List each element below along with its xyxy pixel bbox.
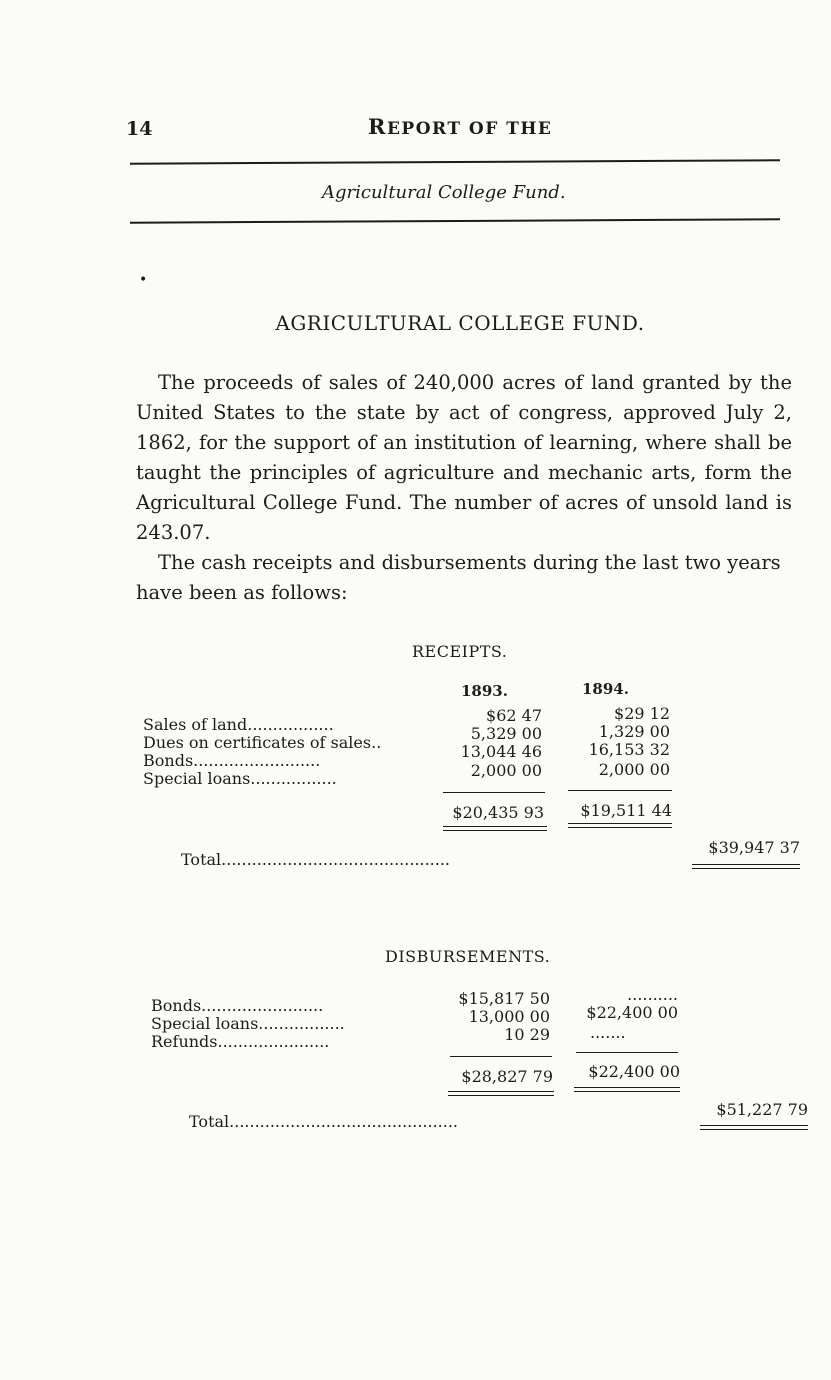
disbursements-1893-refunds: 10 29 — [504, 1025, 550, 1044]
receipts-label-dues: Dues on certificates of sales.. — [143, 733, 382, 752]
receipts-label-sales-of-land: Sales of land................. — [143, 715, 334, 734]
disbursements-1894-subtotal: $22,400 00 — [588, 1062, 680, 1081]
disbursements-1893-subtotal: $28,827 79 — [461, 1067, 553, 1086]
disbursements-1893-double-rule — [448, 1091, 554, 1096]
header-rule-bottom — [130, 218, 780, 223]
receipts-1893-double-rule — [443, 826, 547, 831]
disbursements-label-special-loans: Special loans................. — [151, 1014, 345, 1033]
paragraph-2: The cash receipts and disbursements during the last two years have been as follows: — [136, 551, 781, 604]
disbursements-label-refunds: Refunds...................... — [151, 1032, 330, 1051]
body-text — [136, 368, 792, 608]
receipts-1894-sum-rule — [568, 790, 672, 791]
disbursements-1893-sum-rule — [450, 1056, 552, 1057]
disbursements-1894-special-loans: $22,400 00 — [586, 1003, 678, 1022]
header-rule-top — [130, 159, 780, 164]
receipts-1894-double-rule — [568, 823, 672, 828]
receipts-1894-bonds: 16,153 32 — [588, 740, 670, 759]
receipts-1894-special-loans: 2,000 00 — [598, 760, 670, 779]
running-title — [368, 114, 552, 139]
running-title-rest: EPORT OF THE — [386, 119, 553, 139]
receipts-heading: RECEIPTS. — [412, 642, 508, 661]
disbursements-1894-refunds: ....... — [590, 1023, 626, 1042]
disbursements-heading: DISBURSEMENTS. — [385, 947, 551, 966]
receipts-1894-sales-of-land: $29 12 — [614, 704, 670, 723]
disbursements-1894-bonds: .......... — [627, 985, 678, 1004]
disbursements-1893-special-loans: 13,000 00 — [468, 1007, 550, 1026]
disbursements-label-bonds: Bonds........................ — [151, 996, 324, 1015]
running-title-initial: R — [368, 114, 387, 139]
disbursements-total-double-rule — [700, 1125, 808, 1130]
disbursements-total-value: $51,227 79 — [716, 1100, 808, 1119]
paragraph-1: The proceeds of sales of 240,000 acres of land granted by the United States to the state by act of congress, approved July 2, 1862, for the support of an institution of learning, where shall be taught the principles of agriculture and mechanic arts, form the Agricultural College Fund. The number of acres of unsold land is 243.07. — [136, 371, 792, 544]
section-title: AGRICULTURAL COLLEGE FUND. — [275, 311, 645, 335]
running-subtitle: Agricultural College Fund. — [322, 182, 566, 203]
receipts-total-label: Total............................................. — [181, 850, 451, 869]
disbursements-total-label: Total............................................. — [189, 1112, 459, 1131]
disbursements-1893-bonds: $15,817 50 — [458, 989, 550, 1008]
receipts-year-1893: 1893. — [461, 682, 508, 700]
receipts-1893-dues: 5,329 00 — [470, 724, 542, 743]
receipts-year-1894: 1894. — [582, 680, 629, 698]
disbursements-1894-sum-rule — [576, 1052, 678, 1053]
stray-mark: • — [139, 272, 148, 288]
receipts-1893-special-loans: 2,000 00 — [470, 761, 542, 780]
receipts-1894-subtotal: $19,511 44 — [580, 801, 672, 820]
page-number: 14 — [126, 118, 153, 140]
receipts-total-double-rule — [692, 864, 800, 869]
receipts-total-value: $39,947 37 — [708, 838, 800, 857]
receipts-1893-sales-of-land: $62 47 — [486, 706, 542, 725]
disbursements-1894-double-rule — [574, 1087, 680, 1092]
receipts-label-special-loans: Special loans................. — [143, 769, 337, 788]
receipts-1893-subtotal: $20,435 93 — [452, 803, 544, 822]
receipts-label-bonds: Bonds......................... — [143, 751, 321, 770]
receipts-1893-bonds: 13,044 46 — [460, 742, 542, 761]
receipts-1893-sum-rule — [443, 792, 545, 793]
receipts-1894-dues: 1,329 00 — [598, 722, 670, 741]
